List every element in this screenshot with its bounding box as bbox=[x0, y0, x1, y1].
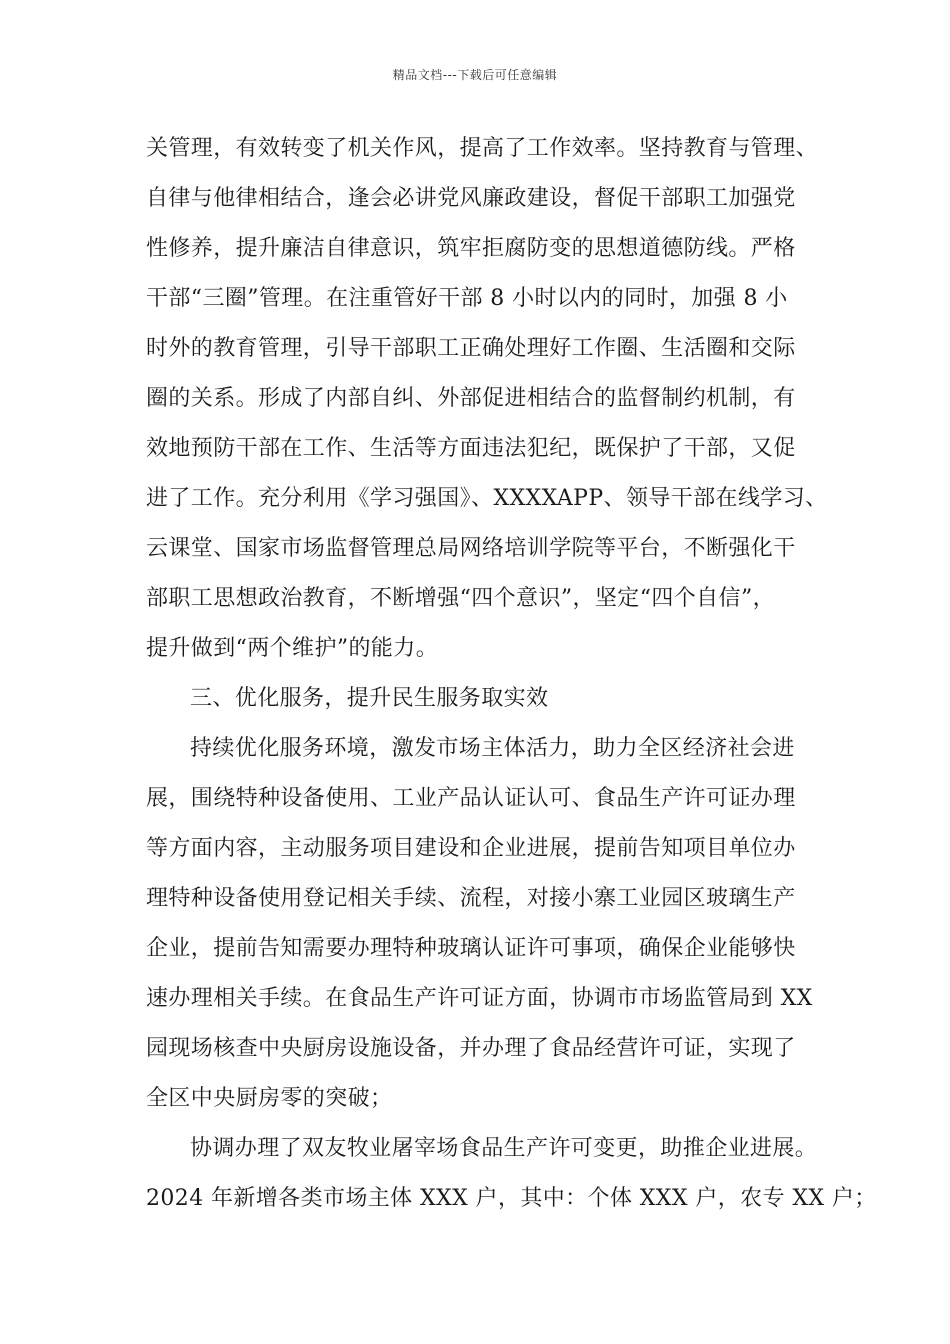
text-line: 部职工思想政治教育，不断增强“四个意识”，坚定“四个自信”， bbox=[146, 586, 775, 611]
text-line: 性修养，提升廉洁自律意识，筑牢拒腐防变的思想道德防线。严格 bbox=[146, 236, 796, 261]
text-line: 自律与他律相结合，逢会必讲党风廉政建设，督促干部职工加强党 bbox=[146, 186, 796, 211]
page-header: 精品文档---下载后可任意编辑 bbox=[392, 68, 558, 82]
text-line: 速办理相关手续。在食品生产许可证方面，协调市市场监管局到 XX bbox=[146, 986, 813, 1011]
text-line: 进了工作。充分利用《学习强国》、XXXXAPP、领导干部在线学习、 bbox=[146, 486, 828, 511]
text-line: 云课堂、国家市场监督管理总局网络培训学院等平台，不断强化干 bbox=[146, 536, 796, 561]
text-line: 持续优化服务环境，激发市场主体活力，助力全区经济社会进 bbox=[190, 736, 795, 761]
text-line: 2024 年新增各类市场主体 XXX 户，其中：个体 XXX 户，农专 XX 户； bbox=[146, 1186, 877, 1211]
document-body bbox=[146, 124, 877, 1224]
text-line: 时外的教育管理，引导干部职工正确处理好工作圈、生活圈和交际 bbox=[146, 336, 796, 361]
text-line: 协调办理了双友牧业屠宰场食品生产许可变更，助推企业进展。 bbox=[190, 1136, 818, 1161]
text-line: 关管理，有效转变了机关作风，提高了工作效率。坚持教育与管理、 bbox=[146, 136, 819, 161]
text-line: 提升做到“两个维护”的能力。 bbox=[146, 636, 439, 661]
section-heading: 三、优化服务，提升民生服务取实效 bbox=[190, 686, 549, 711]
text-line: 圈的关系。形成了内部自纠、外部促进相结合的监督制约机制，有 bbox=[146, 386, 796, 411]
text-line: 理特种设备使用登记相关手续、流程，对接小寨工业园区玻璃生产 bbox=[146, 886, 796, 911]
text-line: 展，围绕特种设备使用、工业产品认证认可、食品生产许可证办理 bbox=[146, 786, 796, 811]
text-line: 效地预防干部在工作、生活等方面违法犯纪，既保护了干部，又促 bbox=[146, 436, 796, 461]
text-line: 企业，提前告知需要办理特种玻璃认证许可事项，确保企业能够快 bbox=[146, 936, 796, 961]
text-line: 等方面内容，主动服务项目建设和企业进展，提前告知项目单位办 bbox=[146, 836, 796, 861]
text-line: 干部“三圈”管理。在注重管好干部 8 小时以内的同时，加强 8 小 bbox=[146, 286, 788, 311]
text-line: 园现场核查中央厨房设施设备，并办理了食品经营许可证，实现了 bbox=[146, 1036, 796, 1061]
text-line: 全区中央厨房零的突破； bbox=[146, 1086, 393, 1111]
